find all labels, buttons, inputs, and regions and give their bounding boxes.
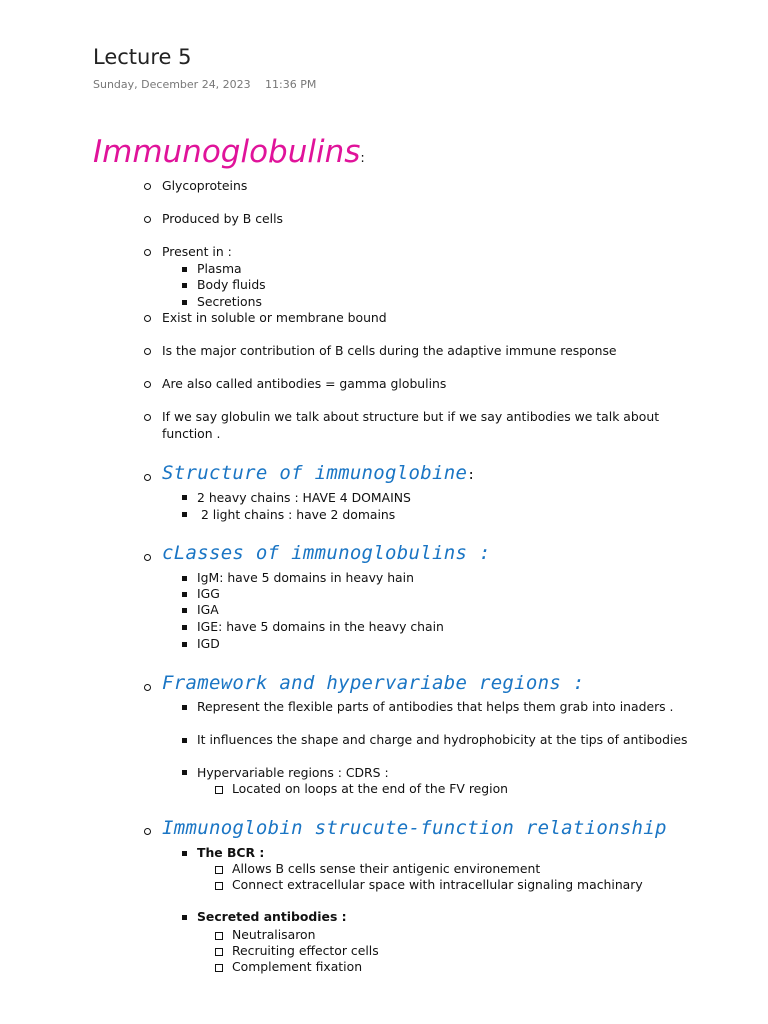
list-item: Produced by B cells — [162, 211, 283, 226]
section-heading-text: Structure of immunoglobine — [162, 462, 468, 484]
circle-bullet-icon — [144, 348, 151, 355]
circle-bullet-icon — [144, 684, 151, 691]
list-item: IgM: have 5 domains in heavy hain — [197, 570, 414, 585]
page-time: 11:36 PM — [265, 78, 317, 91]
section-heading-structure — [162, 462, 475, 484]
list-item: Plasma — [197, 261, 242, 276]
square-bullet-icon — [182, 592, 187, 597]
list-item: IGA — [197, 602, 219, 617]
list-item: Located on loops at the end of the FV region — [232, 781, 509, 796]
open-square-bullet-icon — [215, 866, 223, 874]
square-bullet-icon — [182, 642, 187, 647]
circle-bullet-icon — [144, 414, 151, 421]
section-heading-relationship: Immunoglobin strucute-function relationship — [162, 817, 667, 839]
list-item: Recruiting effector cells — [232, 943, 379, 958]
circle-bullet-icon — [144, 249, 151, 256]
list-item: Are also called antibodies = gamma globulins — [162, 376, 447, 391]
list-item: Neutralisaron — [232, 927, 316, 942]
list-item: Represent the flexible parts of antibodies that helps them grab into inaders . — [197, 699, 674, 714]
circle-bullet-icon — [144, 216, 151, 223]
list-item: Is the major contribution of B cells during the adaptive immune response — [162, 343, 617, 358]
main-heading-colon: : — [360, 151, 365, 166]
list-item: Secretions — [197, 294, 262, 309]
list-item: Complement fixation — [232, 959, 363, 974]
list-item: Connect extracellular space with intracellular signaling machinary — [232, 877, 643, 892]
list-item-continuation: function . — [162, 426, 221, 441]
square-bullet-icon — [182, 738, 187, 743]
square-bullet-icon — [182, 576, 187, 581]
list-item-bold: Secreted antibodies : — [197, 909, 347, 924]
square-bullet-icon — [182, 705, 187, 710]
circle-bullet-icon — [144, 474, 151, 481]
circle-bullet-icon — [144, 828, 151, 835]
list-item: If we say globulin we talk about structure but if we say antibodies we talk about — [162, 409, 660, 424]
square-bullet-icon — [182, 512, 187, 517]
list-item: Allows B cells sense their antigenic environement — [232, 861, 541, 876]
list-item-bold: The BCR : — [197, 845, 265, 860]
list-item: Present in : — [162, 244, 232, 259]
circle-bullet-icon — [144, 183, 151, 190]
circle-bullet-icon — [144, 381, 151, 388]
list-item: IGD — [197, 636, 220, 651]
square-bullet-icon — [182, 625, 187, 630]
list-item: It influences the shape and charge and hydrophobicity at the tips of antibodies — [197, 732, 688, 747]
open-square-bullet-icon — [215, 882, 223, 890]
square-bullet-icon — [182, 851, 187, 856]
square-bullet-icon — [182, 915, 187, 920]
square-bullet-icon — [182, 608, 187, 613]
square-bullet-icon — [182, 495, 187, 500]
circle-bullet-icon — [144, 554, 151, 561]
list-item: IGE: have 5 domains in the heavy chain — [197, 619, 444, 634]
list-item: IGG — [197, 586, 220, 601]
section-heading-colon: : — [467, 468, 476, 483]
open-square-bullet-icon — [215, 932, 223, 940]
list-item: 2 light chains : have 2 domains — [197, 507, 396, 522]
main-heading-text: Immunoglobulins — [93, 134, 361, 170]
section-heading-framework: Framework and hypervariabe regions : — [162, 672, 585, 694]
list-item: 2 heavy chains : HAVE 4 DOMAINS — [197, 490, 411, 505]
section-heading-classes: cLasses of immunoglobulins : — [162, 542, 491, 564]
list-item: Glycoproteins — [162, 178, 248, 193]
page-date: Sunday, December 24, 2023 — [93, 78, 251, 91]
square-bullet-icon — [182, 283, 187, 288]
square-bullet-icon — [182, 770, 187, 775]
page-title: Lecture 5 — [93, 45, 192, 69]
square-bullet-icon — [182, 300, 187, 305]
main-heading — [93, 134, 365, 170]
open-square-bullet-icon — [215, 786, 223, 794]
list-item: Exist in soluble or membrane bound — [162, 310, 387, 325]
list-item: Hypervariable regions : CDRS : — [197, 765, 389, 780]
open-square-bullet-icon — [215, 964, 223, 972]
list-item: Body fluids — [197, 277, 266, 292]
circle-bullet-icon — [144, 315, 151, 322]
open-square-bullet-icon — [215, 948, 223, 956]
square-bullet-icon — [182, 267, 187, 272]
